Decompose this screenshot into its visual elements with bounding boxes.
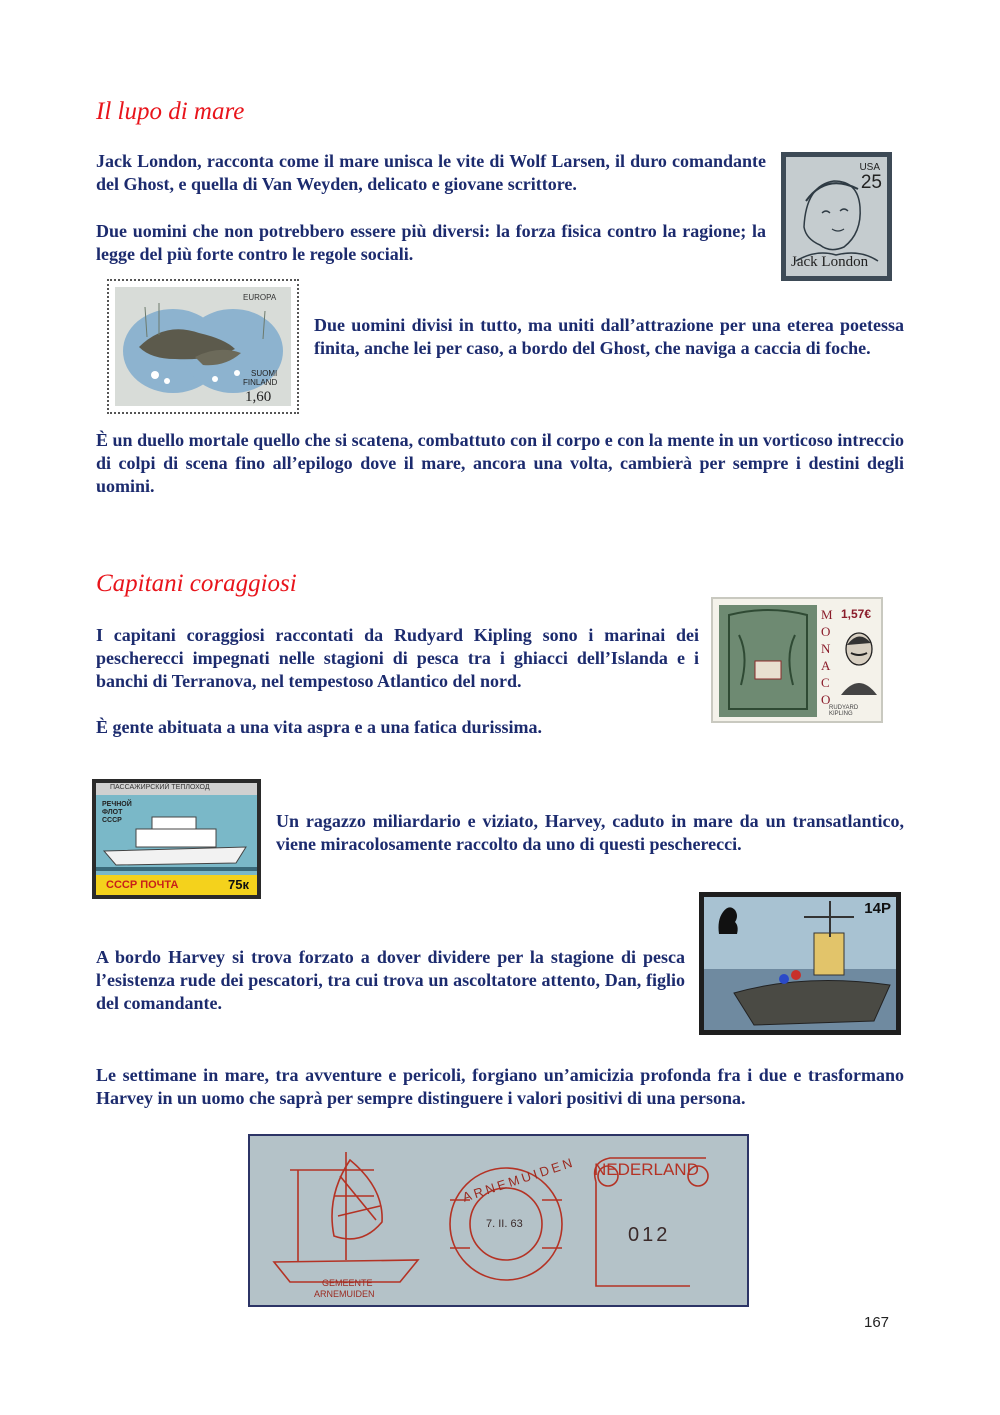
paragraph-capitani-3: Un ragazzo miliardario e viziato, Harvey, caduto in mare da un transatlantico, viene miracolosamente raccolto da uno di questi pescherecci. (276, 811, 904, 854)
ussr-ship-stamp (92, 779, 261, 899)
ussr-stamp-side: РЕЧНОЙ ФЛОТ СССР (102, 801, 132, 824)
uk-stamp-value: 14P (864, 900, 891, 917)
postmark-caption-2: ARNEMUIDEN (314, 1289, 375, 1299)
paragraph-lupo-1: Jack London, racconta come il mare unisca le vite di Wolf Larsen, il duro comandante del Ghost, e quella di Van Weyden, delicato e giovane scrittore. (96, 151, 766, 194)
monaco-letter-m: M (821, 607, 833, 622)
monaco-letter-o2: O (821, 692, 831, 707)
monaco-letter-a: A (821, 658, 831, 673)
paragraph-lupo-2: Due uomini che non potrebbero essere più diversi: la forza fisica contro la ragione; la legge del più forte contro le regole sociali. (96, 221, 766, 264)
postmark-city-text: ARNEMUIDEN (460, 1154, 577, 1205)
jack-london-stamp (781, 152, 892, 281)
arnemuiden-postmark (248, 1134, 749, 1307)
paragraph-capitani-2: È gente abituata a una vita aspra e a una fatica durissima. (96, 717, 543, 737)
postmark-caption-1: GEMEENTE (322, 1278, 373, 1288)
section-title-lupo-di-mare: Il lupo di mare (96, 98, 245, 125)
finland-stamp-country-2: FINLAND (243, 378, 278, 387)
jack-london-stamp-value: 25 (860, 172, 882, 193)
finland-stamp-europa: EUROPA (243, 293, 277, 302)
postmark-country: NEDERLAND (594, 1160, 699, 1179)
monaco-stamp-value: 1,57€ (841, 607, 872, 621)
page-number: 167 (864, 1314, 890, 1331)
paragraph-lupo-4: È un duello mortale quello che si scatena, combattuto con il corpo e con la mente in un vorticoso intreccio di colpi di scena fino all’epilogo dove il mare, ancora una volta, cambierà per sempre i destini degli uomini. (96, 430, 904, 496)
jack-london-stamp-name: Jack London (791, 254, 869, 270)
paragraph-capitani-1: I capitani coraggiosi raccontati da Rudyard Kipling sono i marinai dei pescherecci impegnati nelle stagioni di pesca tra i ghiacci dell’Islanda e i banchi di Terranova, nel tempestoso Atlantico del nord. (96, 625, 699, 691)
finland-stamp-country-1: SUOMI (251, 369, 278, 378)
queen-silhouette-icon (713, 902, 741, 936)
kipling-portrait-icon (837, 625, 879, 697)
paragraph-capitani-4: A bordo Harvey si trova forzato a dover dividere per la stagione di pesca l’esistenza rude dei pescatori, tra cui trova un ascoltatore attento, Dan, figlio del comandante. (96, 947, 685, 1013)
monaco-letter-c: C (821, 675, 830, 690)
finland-seal-stamp (107, 279, 299, 414)
postmark-date: 7. II. 63 (486, 1218, 523, 1230)
monaco-letter-n: N (821, 641, 831, 656)
section-title-capitani-coraggiosi: Capitani coraggiosi (96, 570, 297, 597)
paragraph-lupo-3: Due uomini divisi in tutto, ma uniti dall’attrazione per una eterea poetessa finita, anche lei per caso, a bordo del Ghost, che naviga a caccia di foche. (314, 315, 904, 358)
monaco-kipling-stamp (711, 597, 883, 723)
paragraph-capitani-5: Le settimane in mare, tra avventure e pericoli, forgiano un’amicizia profonda fra i due e trasformano Harvey in un uomo che saprà per sempre distinguere i valori positivi di una persona. (96, 1065, 904, 1108)
ussr-stamp-top: ПАССАЖИРСКИЙ ТЕПЛОХОД (110, 784, 210, 791)
uk-fishing-boat-stamp (699, 892, 901, 1035)
postmark-amount: 012 (628, 1224, 671, 1246)
ussr-stamp-value: 75к (228, 877, 249, 892)
jack-london-stamp-country: USA (859, 162, 880, 173)
finland-stamp-value: 1,60 (245, 389, 272, 405)
monaco-stamp-name: RUDYARD KIPLING (829, 705, 859, 717)
monaco-letter-o: O (821, 624, 831, 639)
kipling-book-illustration-icon (719, 605, 817, 717)
ussr-stamp-bottom: СССР ПОЧТА (106, 879, 179, 891)
